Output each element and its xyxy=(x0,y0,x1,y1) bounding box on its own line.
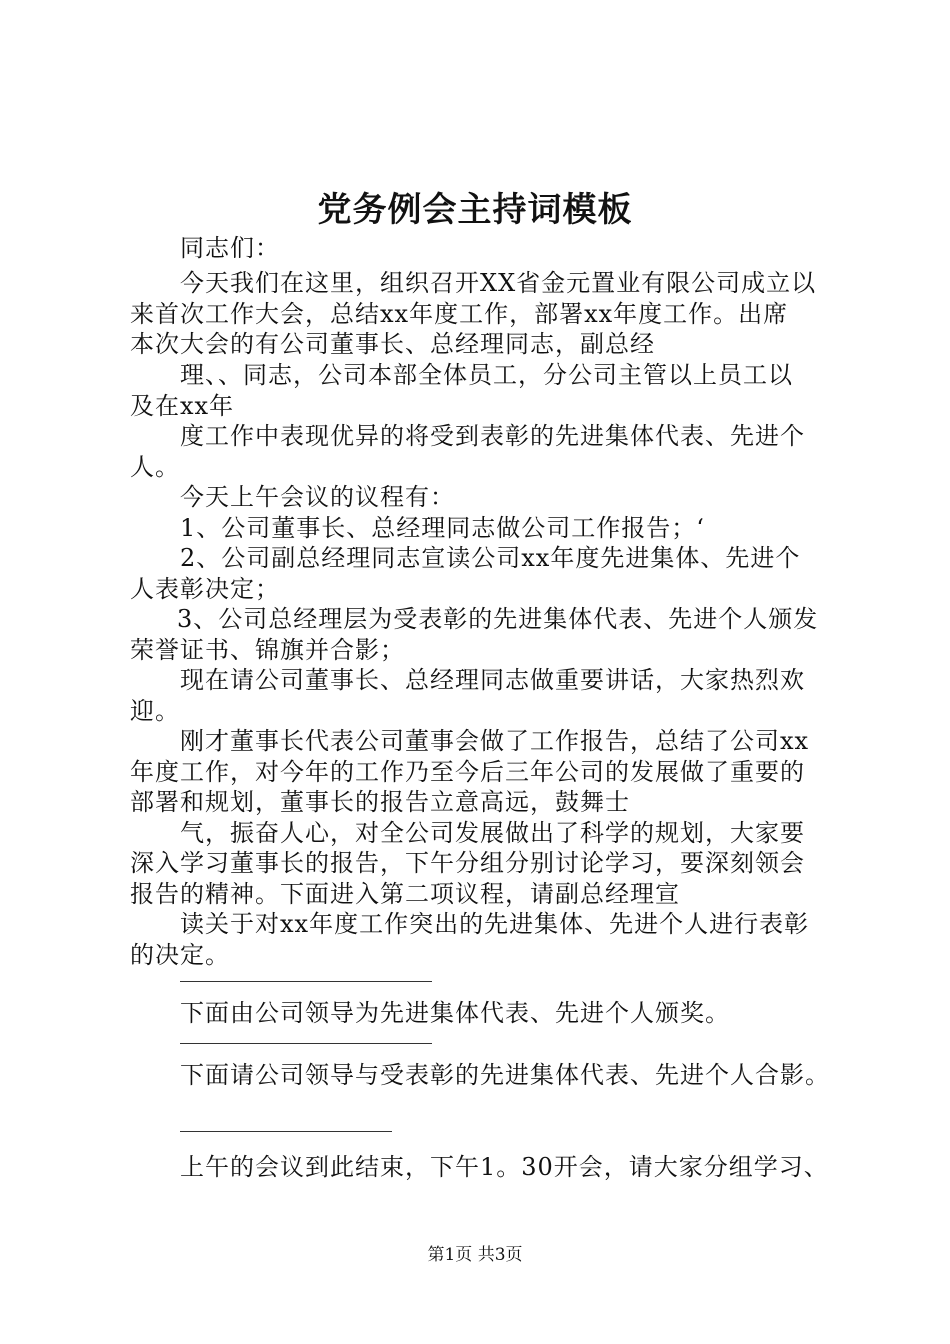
text-line: 同志们： xyxy=(180,234,280,262)
text-line: 来首次工作大会，总结xx年度工作，部署xx年度工作。出席 xyxy=(130,300,789,328)
text-line: 人。 xyxy=(130,453,180,481)
text-line: 迎。 xyxy=(130,697,180,725)
separator-line xyxy=(180,981,432,982)
text-line: 刚才董事长代表公司董事会做了工作报告，总结了公司xx xyxy=(180,727,810,755)
separator-line xyxy=(180,1131,392,1132)
text-line: 的决定。 xyxy=(130,941,230,969)
text-line: 1、公司董事长、总经理同志做公司工作报告；‘ xyxy=(180,514,705,542)
text-line: 2、公司副总经理同志宣读公司xx年度先进集体、先进个 xyxy=(180,544,801,572)
text-line: 3、公司总经理层为受表彰的先进集体代表、先进个人颁发 xyxy=(177,605,819,633)
text-line: 及在xx年 xyxy=(130,392,235,420)
text-line: 报告的精神。下面进入第二项议程，请副总经理宣 xyxy=(130,880,680,908)
page-footer: 第1页 共3页 xyxy=(427,1245,523,1265)
text-line: 今天我们在这里，组织召开XX省金元置业有限公司成立以 xyxy=(180,269,817,297)
text-line: 部署和规划，董事长的报告立意高远，鼓舞士 xyxy=(130,788,630,816)
text-line: 下面请公司领导与受表彰的先进集体代表、先进个人合影。 xyxy=(180,1061,830,1089)
text-line: 度工作中表现优异的将受到表彰的先进集体代表、先进个 xyxy=(180,422,805,450)
text-line: 年度工作，对今年的工作乃至今后三年公司的发展做了重要的 xyxy=(130,758,805,786)
document-title: 党务例会主持词模板 xyxy=(317,190,633,230)
text-line: 理、、同志，公司本部全体员工，分公司主管以上员工以 xyxy=(180,361,793,389)
text-line: 深入学习董事长的报告，下午分组分别讨论学习，要深刻领会 xyxy=(130,849,805,877)
separator-line xyxy=(180,1043,432,1044)
text-line: 本次大会的有公司董事长、总经理同志，副总经 xyxy=(130,330,655,358)
text-line: 今天上午会议的议程有： xyxy=(180,483,455,511)
text-line: 上午的会议到此结束，下午1。30开会，请大家分组学习、 xyxy=(180,1153,829,1181)
text-line: 气，振奋人心，对全公司发展做出了科学的规划，大家要 xyxy=(180,819,805,847)
text-line: 读关于对xx年度工作突出的先进集体、先进个人进行表彰 xyxy=(180,910,810,938)
text-line: 现在请公司董事长、总经理同志做重要讲话，大家热烈欢 xyxy=(180,666,805,694)
text-line: 下面由公司领导为先进集体代表、先进个人颁奖。 xyxy=(180,999,730,1027)
text-line: 荣誉证书、锦旗并合影； xyxy=(130,636,405,664)
text-line: 人表彰决定； xyxy=(130,575,280,603)
